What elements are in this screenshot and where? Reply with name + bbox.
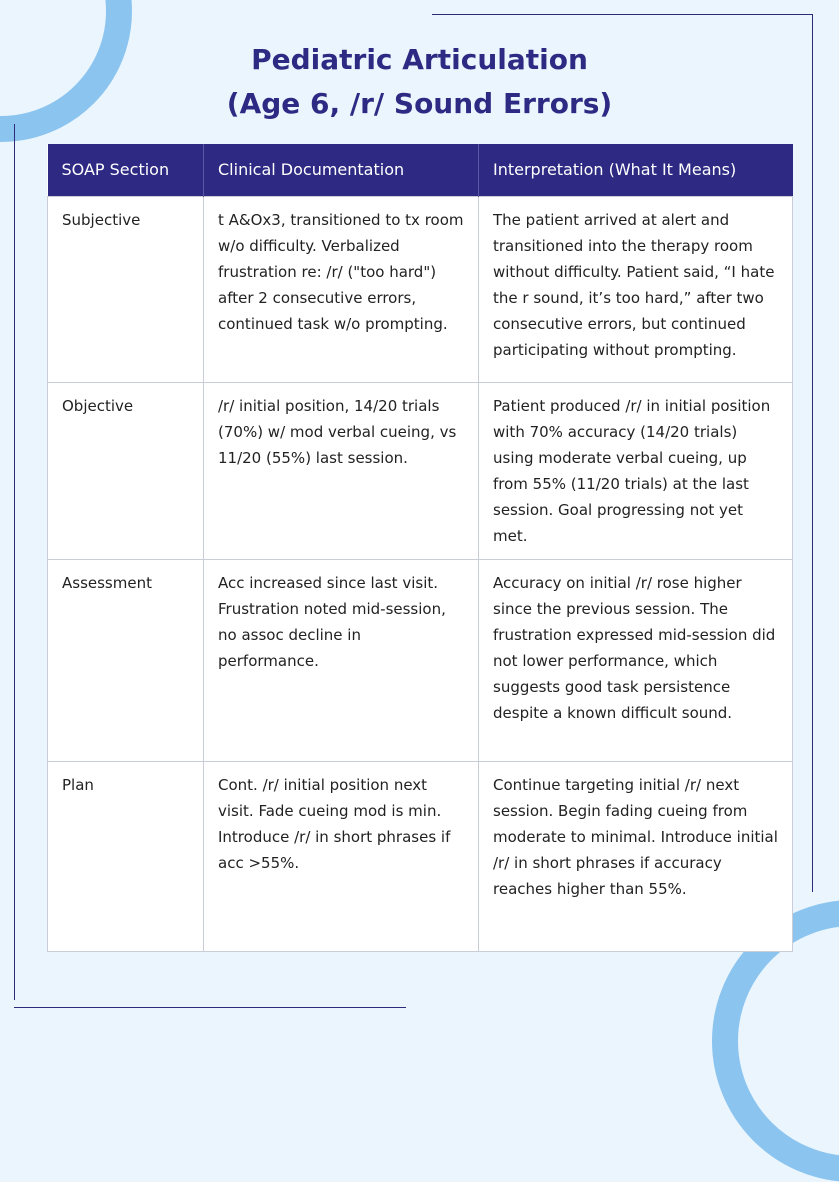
table-header-row — [48, 144, 793, 196]
header-soap-section: SOAP Section — [48, 144, 204, 196]
page-title — [0, 38, 839, 126]
page-title-line-1: Pediatric Articulation — [251, 43, 588, 76]
interpretation-cell: Accuracy on initial /r/ rose higher since the previous session. The frustration expressed mid-session did not lower performance, which suggests good task persistence despite a known difficult sound. — [479, 559, 793, 761]
frame-line-bottom — [14, 1007, 406, 1008]
interpretation-cell: Continue targeting initial /r/ next session. Begin fading cueing from moderate to minimal. Introduce initial /r/ in short phrases if accuracy reaches higher than 55%. — [479, 761, 793, 951]
frame-line-right — [812, 14, 813, 892]
table-row-subjective — [48, 196, 793, 382]
section-cell: Subjective — [48, 196, 204, 382]
table-row-assessment — [48, 559, 793, 761]
documentation-cell: Cont. /r/ initial position next visit. Fade cueing mod is min. Introduce /r/ in short phrases if acc >55%. — [204, 761, 479, 951]
interpretation-cell: Patient produced /r/ in initial position with 70% accuracy (14/20 trials) using moderate verbal cueing, up from 55% (11/20 trials) at the last session. Goal progressing not yet met. — [479, 382, 793, 559]
table-row-plan — [48, 761, 793, 951]
section-cell: Assessment — [48, 559, 204, 761]
frame-line-left — [14, 124, 15, 1000]
interpretation-cell: The patient arrived at alert and transitioned into the therapy room without difficulty. Patient said, “I hate the r sound, it’s too hard,” after two consecutive errors, but continued participating without prompting. — [479, 196, 793, 382]
documentation-cell: Acc increased since last visit. Frustration noted mid-session, no assoc decline in performance. — [204, 559, 479, 761]
documentation-cell: /r/ initial position, 14/20 trials (70%) w/ mod verbal cueing, vs 11/20 (55%) last session. — [204, 382, 479, 559]
header-interpretation: Interpretation (What It Means) — [479, 144, 793, 196]
documentation-cell: t A&Ox3, transitioned to tx room w/o difficulty. Verbalized frustration re: /r/ ("too hard") after 2 consecutive errors, continued task w/o prompting. — [204, 196, 479, 382]
section-cell: Objective — [48, 382, 204, 559]
section-cell: Plan — [48, 761, 204, 951]
table-row-objective — [48, 382, 793, 559]
soap-table — [47, 144, 793, 952]
header-clinical-documentation: Clinical Documentation — [204, 144, 479, 196]
page-title-line-2: (Age 6, /r/ Sound Errors) — [226, 87, 613, 120]
frame-line-top — [432, 14, 812, 15]
